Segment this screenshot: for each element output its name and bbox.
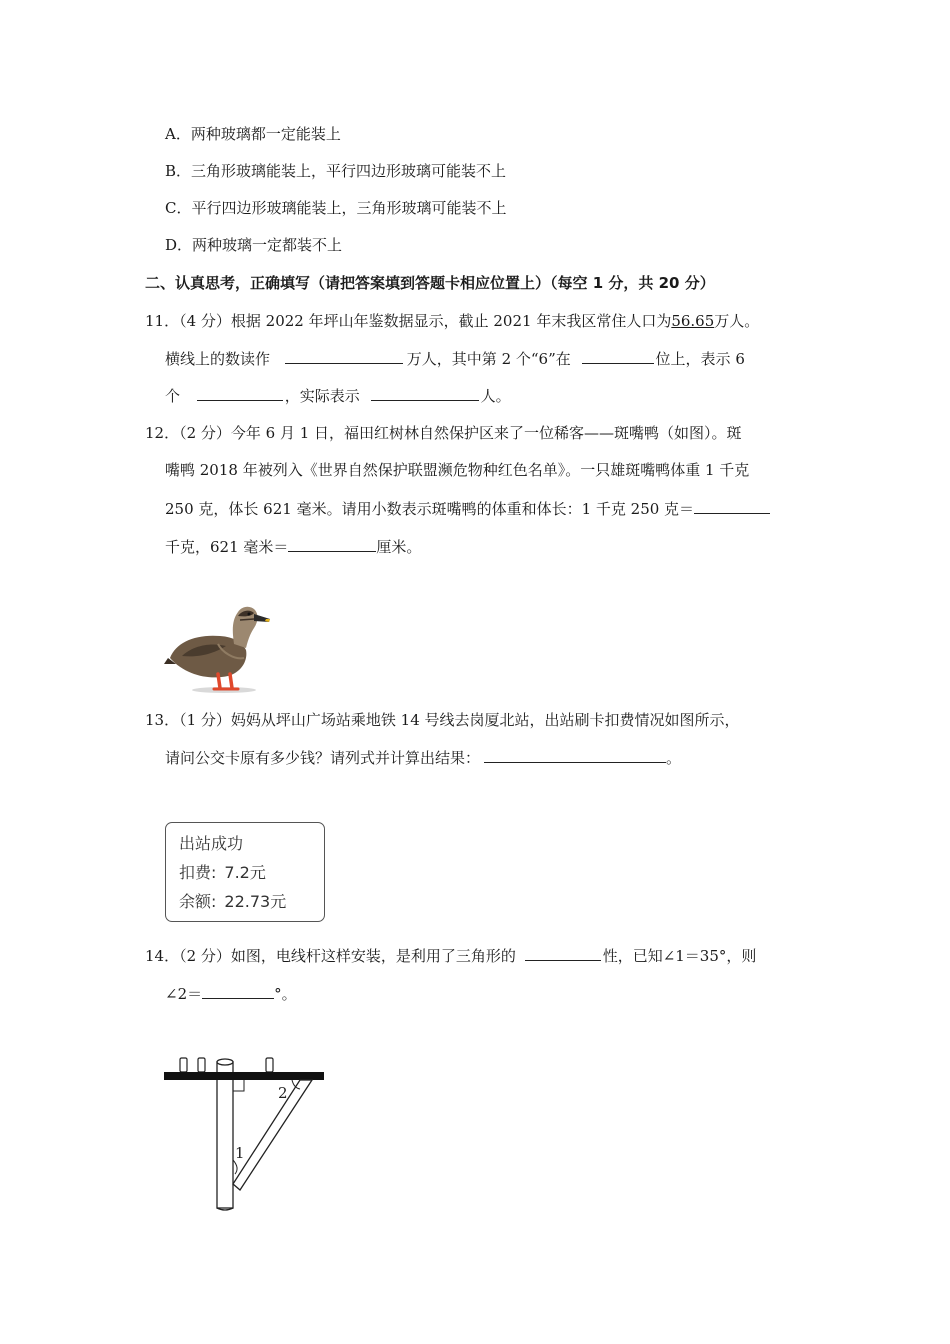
q12-text: 250 克，体长 621 毫米。请用小数表示斑嘴鸭的体重和体长：1 千克 250 克＝ (165, 500, 695, 518)
q14-text-c: ∠2＝ (165, 985, 203, 1003)
receipt-title: 出站成功 (179, 834, 244, 853)
q12-text-b: 千克，621 毫米＝ (165, 538, 289, 556)
q14-line-2 (165, 982, 297, 1005)
q12-line-4 (165, 535, 421, 558)
q11-text: 11．（4 分）根据 2022 年坪山年鉴数据显示，截止 2021 年末我区常住人口为 (145, 312, 672, 330)
q11-answer-blank-1[interactable] (285, 347, 403, 364)
q12-answer-blank-1[interactable] (694, 497, 770, 514)
q14-text-d: °。 (274, 985, 297, 1003)
balance-value: 22.73元 (224, 892, 287, 911)
q12-line-1: 12．（2 分）今年 6 月 1 日，福田红树林自然保护区来了一位稀客——斑嘴鸭（如图）。斑 (145, 424, 742, 442)
q11-answer-blank-4[interactable] (371, 384, 479, 401)
q11-answer-blank-3[interactable] (197, 384, 283, 401)
balance-label: 余额: (179, 892, 217, 911)
q11-line-3 (165, 384, 511, 407)
q11-population-number: 56.65 (671, 312, 715, 330)
q11-text-d: 个 (165, 387, 181, 405)
q13-text: 请问公交卡原有多少钱？请列式并计算出结果： (165, 749, 481, 767)
q11-text-f: 人。 (480, 387, 511, 405)
receipt-fee-row (179, 858, 324, 887)
q11-text-a: 横线上的数读作 (165, 350, 271, 368)
q11-answer-blank-2[interactable] (582, 347, 654, 364)
q14-answer-blank-2[interactable] (202, 982, 274, 999)
q13-line-1: 13．（1 分）妈妈从坪山广场站乘地铁 14 号线去岗厦北站，出站刷卡扣费情况如图所示， (145, 711, 740, 729)
option-b[interactable]: B．三角形玻璃能装上，平行四边形玻璃可能装不上 (165, 162, 507, 180)
q13-answer-blank[interactable] (484, 746, 666, 763)
q14-text-b: 性，已知∠1＝35°，则 (602, 947, 757, 965)
q11-text-end: 万人。 (714, 312, 760, 330)
q12-line-2: 嘴鸭 2018 年被列入《世界自然保护联盟濒危物种红色名单》。一只雄斑嘴鸭体重 1 千克 (165, 461, 750, 479)
duck-image (162, 600, 277, 695)
angle-1-label: 1 (235, 1144, 245, 1162)
option-d[interactable]: D．两种玻璃一定都装不上 (165, 236, 343, 254)
q12-line-3 (165, 497, 770, 520)
utility-pole-diagram (160, 1050, 330, 1215)
fee-label: 扣费: (179, 863, 217, 882)
q13-line-2 (165, 746, 681, 769)
q12-answer-blank-2[interactable] (288, 535, 376, 552)
transit-card-receipt (165, 822, 325, 922)
q11-line-1 (145, 310, 759, 332)
q11-line-2 (165, 347, 745, 370)
q13-text-end: 。 (666, 749, 682, 767)
receipt-balance-row (179, 887, 324, 916)
q14-answer-blank-1[interactable] (525, 944, 601, 961)
q14-line-1 (145, 944, 756, 967)
angle-2-label: 2 (278, 1084, 288, 1102)
option-c[interactable]: C．平行四边形玻璃能装上，三角形玻璃可能装不上 (165, 199, 507, 217)
fee-value: 7.2元 (224, 863, 266, 882)
q11-text-e: ，实际表示 (284, 387, 360, 405)
section-2-title: 二、认真思考，正确填写（请把答案填到答题卡相应位置上）（每空 1 分，共 20 分） (145, 274, 715, 292)
q12-text-c: 厘米。 (376, 538, 422, 556)
q11-text-b: 万人，其中第 2 个“6”在 (406, 350, 571, 368)
option-a[interactable]: A．两种玻璃都一定能装上 (165, 125, 341, 143)
q14-text: 14．（2 分）如图，电线杆这样安装，是利用了三角形的 (145, 947, 516, 965)
q11-text-c: 位上，表示 6 (655, 350, 745, 368)
